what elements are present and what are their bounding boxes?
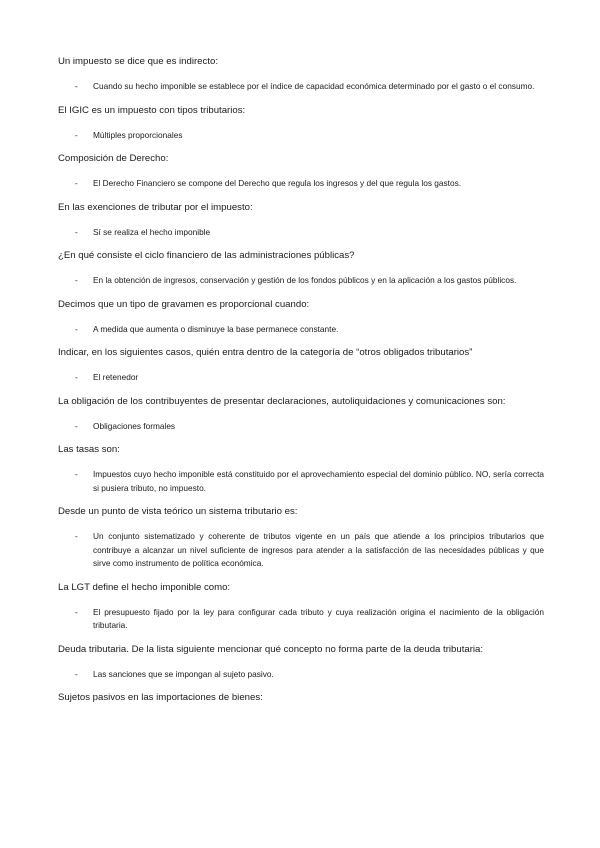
answer-item xyxy=(58,668,544,682)
answer-item xyxy=(58,530,544,571)
bullet-dash: - xyxy=(75,668,78,679)
bullet-dash: - xyxy=(75,323,78,334)
bullet-dash: - xyxy=(75,178,78,188)
answer-text: Cuando su hecho imponible se establece por el índice de capacidad económica determinado por el gasto o el consumo. xyxy=(93,81,535,91)
answer-text: El retenedor xyxy=(93,372,139,382)
bullet-dash: - xyxy=(75,420,78,431)
question-text: La obligación de los contribuyentes de presentar declaraciones, autoliquidaciones y comunicaciones son: xyxy=(58,395,506,407)
question-text: En las exenciones de tributar por el impuesto: xyxy=(58,201,253,213)
answer-list xyxy=(58,606,544,633)
answer-text: Sí se realiza el hecho imponible xyxy=(93,226,211,237)
question-text: El IGIC es un impuesto con tipos tributarios: xyxy=(58,104,246,116)
answer-list xyxy=(58,177,544,191)
answer-item xyxy=(58,129,544,143)
answer-text: Impuestos cuyo hecho imponible está constituido por el aprovechamiento especial del dominio público. NO, sería correcta si pusiera tributo, no impuesto. xyxy=(93,469,544,493)
answer-list xyxy=(58,468,544,495)
answer-text: A medida que aumenta o disminuye la base permanece constante. xyxy=(93,323,339,334)
bullet-dash: - xyxy=(75,129,78,140)
bullet-dash: - xyxy=(75,606,78,617)
question-text: Indicar, en los siguientes casos, quién entra dentro de la categoría de “otros obligados tributarios” xyxy=(58,347,473,358)
bullet-dash: - xyxy=(75,469,78,479)
qa-block-12 xyxy=(58,643,544,682)
qa-block-11 xyxy=(58,581,544,633)
question-text: Deuda tributaria. De la lista siguiente mencionar qué concepto no forma parte de la deuda tributaria: xyxy=(58,643,484,655)
answer-text: El presupuesto fijado por la ley para configurar cada tributo y cuya realización origina el nacimiento de la obligación tributaria. xyxy=(93,606,544,630)
answer-item xyxy=(58,420,544,434)
answer-text: El Derecho Financiero se compone del Derecho que regula los ingresos y del que regula los gastos. xyxy=(93,178,462,188)
bullet-dash: - xyxy=(75,275,78,285)
answer-text: Un conjunto sistematizado y coherente de tributos vigente en un país que atiende a los principios tributarios que contribuye a alcanzar un nivel suficiente de ingresos para atender a la satisfacción de las necesidades públicas y que sirve como instrumento de política económica. xyxy=(93,531,544,568)
qa-block-10 xyxy=(58,505,544,571)
answer-item xyxy=(58,274,544,288)
question-text: Decimos que un tipo de gravamen es proporcional cuando: xyxy=(58,298,310,310)
answer-list xyxy=(58,323,544,337)
answer-item xyxy=(58,177,544,191)
qa-block-2 xyxy=(58,104,544,143)
answer-text: En la obtención de ingresos, conservación y gestión de los fondos públicos y en la aplicación a los gastos públicos. xyxy=(93,275,517,285)
bullet-dash: - xyxy=(75,81,78,91)
bullet-dash: - xyxy=(75,372,78,382)
answer-item xyxy=(58,468,544,495)
qa-block-5 xyxy=(58,249,544,288)
qa-block-13 xyxy=(58,691,544,705)
qa-block-9 xyxy=(58,443,544,495)
bullet-dash: - xyxy=(75,531,78,541)
answer-list xyxy=(58,530,544,571)
answer-list xyxy=(58,420,544,434)
bullet-dash: - xyxy=(75,226,78,237)
question-text: Desde un punto de vista teórico un sistema tributario es: xyxy=(58,506,298,517)
answer-text: Obligaciones formales xyxy=(93,420,176,431)
answer-item xyxy=(58,80,544,94)
document-content xyxy=(58,55,544,716)
answer-item xyxy=(58,606,544,633)
answer-list xyxy=(58,80,544,94)
qa-block-8 xyxy=(58,395,544,434)
answer-item xyxy=(58,371,544,385)
answer-list xyxy=(58,274,544,288)
qa-block-1 xyxy=(58,55,544,94)
answer-list xyxy=(58,226,544,240)
question-text: Sujetos pasivos en las importaciones de bienes: xyxy=(58,692,263,703)
qa-block-6 xyxy=(58,298,544,337)
qa-block-4 xyxy=(58,201,544,240)
qa-block-7 xyxy=(58,346,544,385)
question-text: La LGT define el hecho imponible como: xyxy=(58,581,231,593)
answer-text: Las sanciones que se impongan al sujeto pasivo. xyxy=(93,668,274,679)
answer-list xyxy=(58,129,544,143)
question-text: Las tasas son: xyxy=(58,444,120,455)
answer-list xyxy=(58,668,544,682)
answer-item xyxy=(58,323,544,337)
question-text: Composición de Derecho: xyxy=(58,153,169,164)
answer-text: Múltiples proporcionales xyxy=(93,129,183,140)
answer-list xyxy=(58,371,544,385)
question-text: ¿En qué consiste el ciclo financiero de las administraciones públicas? xyxy=(58,250,355,261)
question-text: Un impuesto se dice que es indirecto: xyxy=(58,56,218,67)
answer-item xyxy=(58,226,544,240)
qa-block-3 xyxy=(58,152,544,191)
